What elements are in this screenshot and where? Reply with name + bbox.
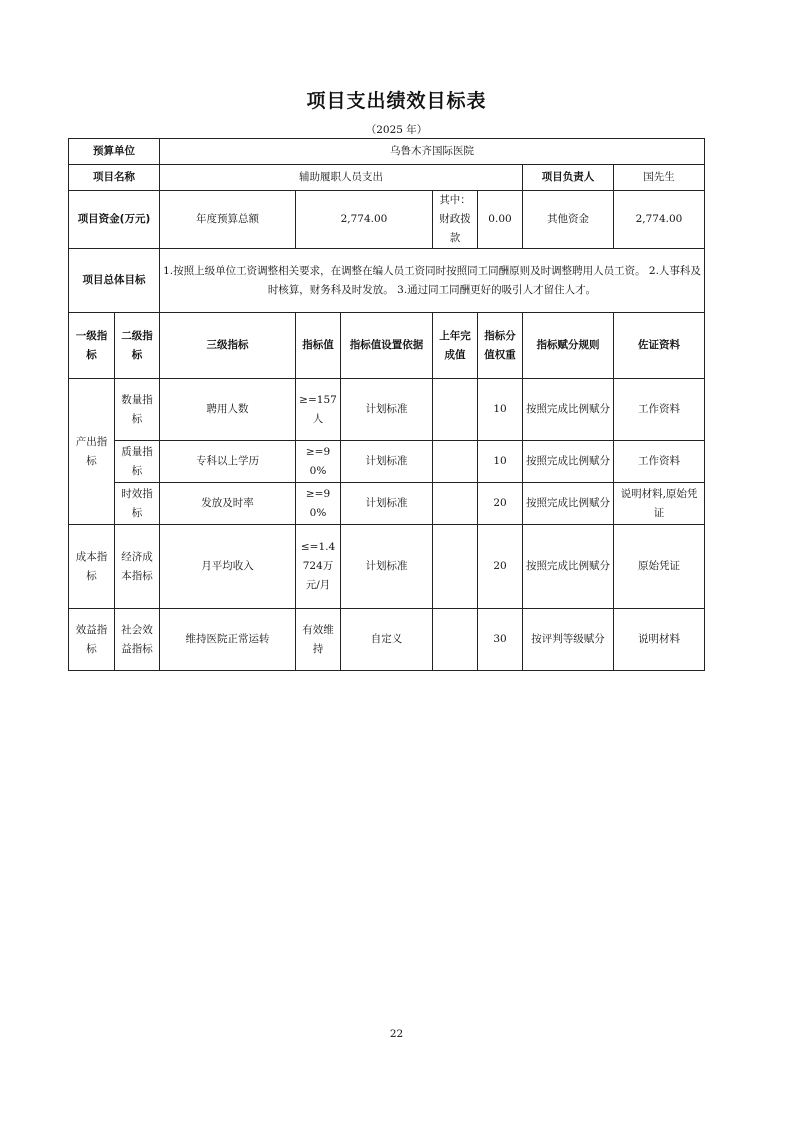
rule-cell: 按照完成比例赋分 <box>523 379 614 441</box>
evidence-cell: 工作资料 <box>614 379 705 441</box>
level2-cell: 经济成本指标 <box>115 525 160 609</box>
value-cell: ≥=90% <box>296 483 341 525</box>
page-title: 项目支出绩效目标表 <box>306 90 487 112</box>
owner-label: 项目负责人 <box>523 165 614 191</box>
level2-cell: 时效指标 <box>115 483 160 525</box>
level3-cell: 月平均收入 <box>160 525 296 609</box>
annual-budget-value: 2,774.00 <box>296 191 433 249</box>
other-funds-value: 2,774.00 <box>614 191 705 249</box>
header-row <box>69 313 705 379</box>
header-value: 指标值 <box>296 313 341 379</box>
last-year-cell <box>433 441 478 483</box>
table-row <box>69 379 705 441</box>
weight-cell: 10 <box>478 441 523 483</box>
weight-cell: 30 <box>478 609 523 671</box>
evidence-cell: 工作资料 <box>614 441 705 483</box>
project-name-value: 辅助履职人员支出 <box>160 165 523 191</box>
table-row <box>69 525 705 609</box>
level2-cell: 社会效益指标 <box>115 609 160 671</box>
page-number: 22 <box>389 1028 404 1040</box>
level3-cell: 聘用人数 <box>160 379 296 441</box>
goal-label: 项目总体目标 <box>69 249 160 313</box>
header-rule: 指标赋分规则 <box>523 313 614 379</box>
rule-cell: 按照完成比例赋分 <box>523 525 614 609</box>
rule-cell: 按评判等级赋分 <box>523 609 614 671</box>
annual-budget-label: 年度预算总额 <box>160 191 296 249</box>
other-funds-label: 其他资金 <box>523 191 614 249</box>
weight-cell: 20 <box>478 483 523 525</box>
year-subtitle: （2025 年） <box>365 124 428 136</box>
basis-cell: 计划标准 <box>341 525 433 609</box>
goal-value: 1.按照上级单位工资调整相关要求，在调整在编人员工资同时按照同工同酬原则及时调整聘用人员工资。 2.人事科及时核算，财务科及时发放。 3.通过同工同酬更好的吸引人才留住人才。 <box>160 249 705 313</box>
last-year-cell <box>433 525 478 609</box>
header-level1: 一级指标 <box>69 313 115 379</box>
level3-cell: 维持医院正常运转 <box>160 609 296 671</box>
header-last-year: 上年完成值 <box>433 313 478 379</box>
header-level3: 三级指标 <box>160 313 296 379</box>
level1-cell: 成本指标 <box>69 525 115 609</box>
header-basis: 指标值设置依据 <box>341 313 433 379</box>
fund-label: 项目资金(万元) <box>69 191 160 249</box>
level3-cell: 专科以上学历 <box>160 441 296 483</box>
last-year-cell <box>433 483 478 525</box>
table-row <box>69 441 705 483</box>
level1-cell: 效益指标 <box>69 609 115 671</box>
value-cell: ≥=157人 <box>296 379 341 441</box>
weight-cell: 10 <box>478 379 523 441</box>
rule-cell: 按照完成比例赋分 <box>523 441 614 483</box>
table-row <box>69 483 705 525</box>
value-cell: 有效维持 <box>296 609 341 671</box>
header-level2: 二级指标 <box>115 313 160 379</box>
header-weight: 指标分值权重 <box>478 313 523 379</box>
header-evidence: 佐证资料 <box>614 313 705 379</box>
evidence-cell: 说明材料 <box>614 609 705 671</box>
basis-cell: 自定义 <box>341 609 433 671</box>
owner-value: 国先生 <box>614 165 705 191</box>
value-cell: ≤=1.4724万元/月 <box>296 525 341 609</box>
rule-cell: 按照完成比例赋分 <box>523 483 614 525</box>
unit-value: 乌鲁木齐国际医院 <box>160 139 705 165</box>
unit-label: 预算单位 <box>69 139 160 165</box>
level2-cell: 质量指标 <box>115 441 160 483</box>
basis-cell: 计划标准 <box>341 379 433 441</box>
last-year-cell <box>433 609 478 671</box>
table-row <box>69 609 705 671</box>
level2-cell: 数量指标 <box>115 379 160 441</box>
fiscal-label: 其中：财政拨款 <box>433 191 478 249</box>
evidence-cell: 原始凭证 <box>614 525 705 609</box>
project-name-label: 项目名称 <box>69 165 160 191</box>
fiscal-value: 0.00 <box>478 191 523 249</box>
basis-cell: 计划标准 <box>341 441 433 483</box>
performance-table <box>68 138 705 671</box>
value-cell: ≥=90% <box>296 441 341 483</box>
weight-cell: 20 <box>478 525 523 609</box>
last-year-cell <box>433 379 478 441</box>
evidence-cell: 说明材料,原始凭证 <box>614 483 705 525</box>
level3-cell: 发放及时率 <box>160 483 296 525</box>
level1-cell: 产出指标 <box>69 379 115 525</box>
basis-cell: 计划标准 <box>341 483 433 525</box>
